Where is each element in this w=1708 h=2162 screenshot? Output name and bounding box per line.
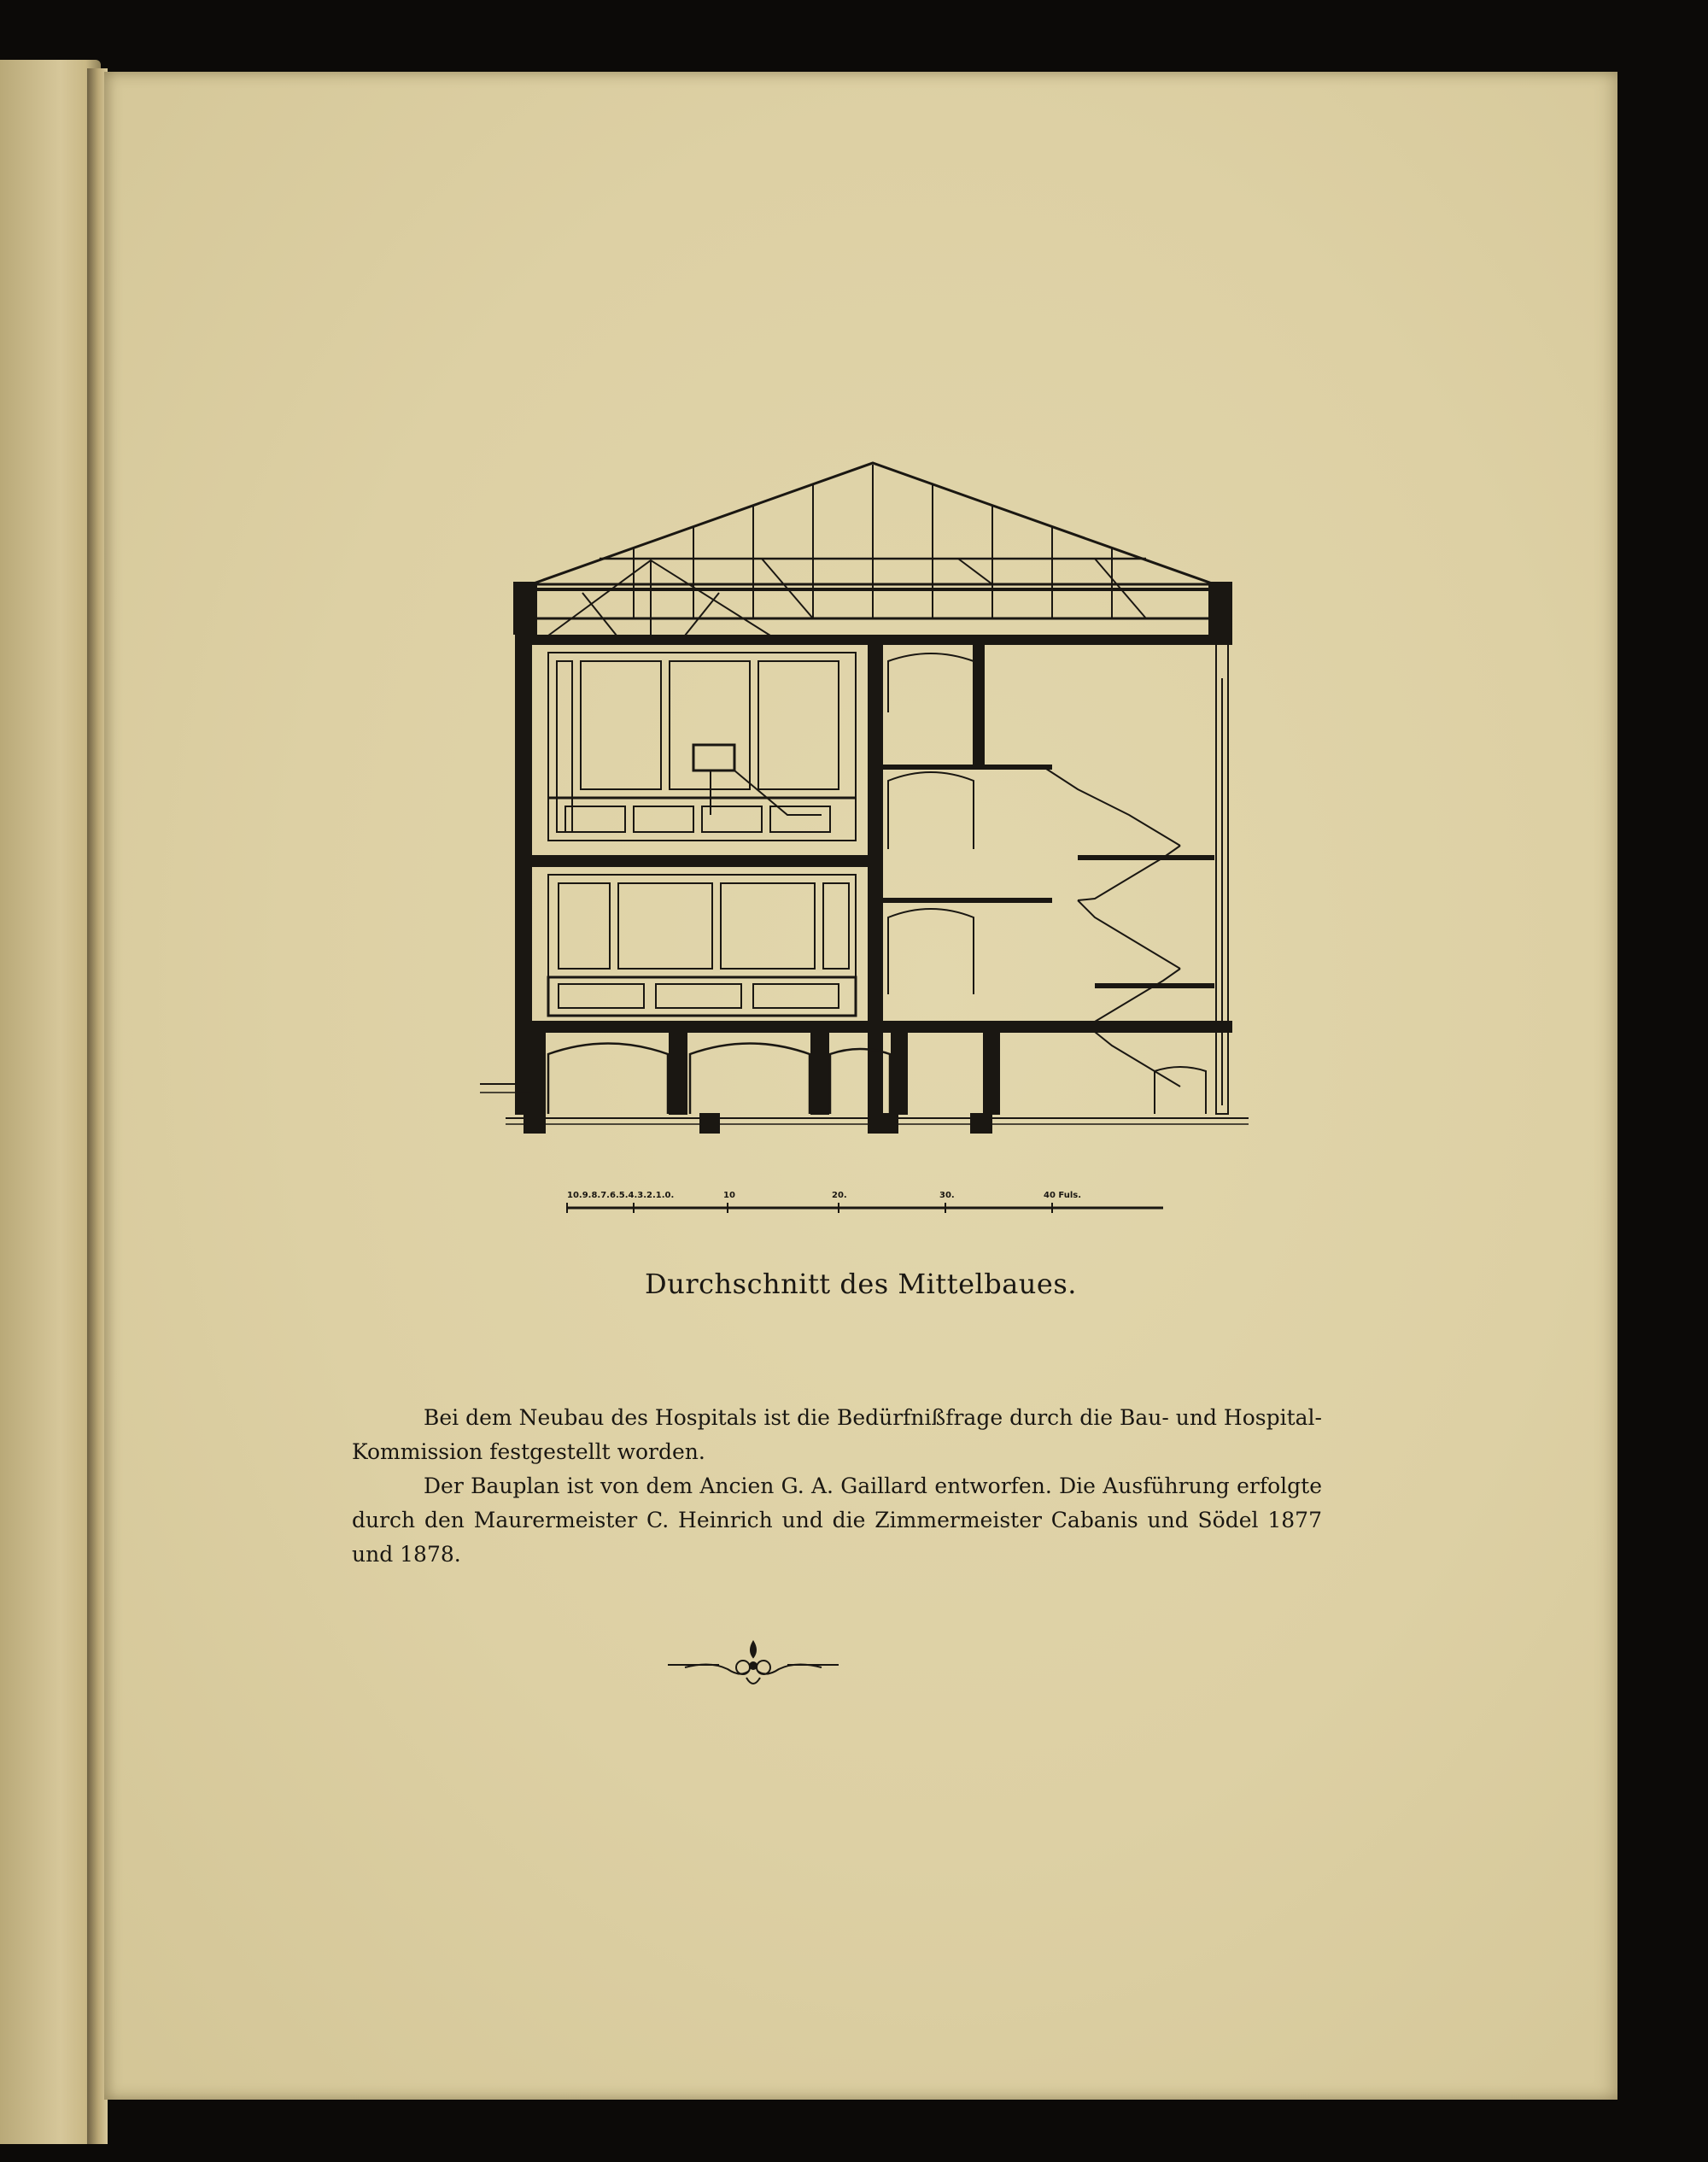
scale-label-20: 20.: [832, 1191, 847, 1200]
ornament-vignette: [668, 1635, 839, 1695]
scale-label-40: 40 Fuls.: [1044, 1191, 1082, 1200]
paragraph-2: Der Bauplan ist von dem Ancien G. A. Gaillard entworfen. Die Ausführung erfolgte durch den Maurermeister C. Heinrich und die Zimmermeister Cabanis und Södel 1877 und 1878.: [352, 1474, 1322, 1567]
scale-label-30: 30.: [939, 1191, 955, 1200]
left-page-edge: [0, 60, 101, 2144]
figure-caption: Durchschnitt des Mittelbaues.: [645, 1268, 1077, 1300]
scale-bar: [567, 1203, 1163, 1213]
staircase: [1044, 767, 1214, 1087]
page: [104, 72, 1617, 2100]
paragraph-1: Bei dem Neubau des Hospitals ist die Bedürfnißfrage durch die Bau- und Hospital-Kommission festgestellt worden.: [352, 1405, 1322, 1464]
scale-label-10: 10: [723, 1191, 735, 1200]
scale-label-minor: 10.9.8.7.6.5.4.3.2.1.0.: [567, 1191, 675, 1200]
building-section-drawing: [480, 456, 1266, 1225]
roof-truss: [514, 463, 1231, 636]
lower-hall-panelling: [548, 875, 856, 1016]
upper-hall-panelling: [548, 653, 856, 841]
body-text: [352, 1401, 1322, 1572]
